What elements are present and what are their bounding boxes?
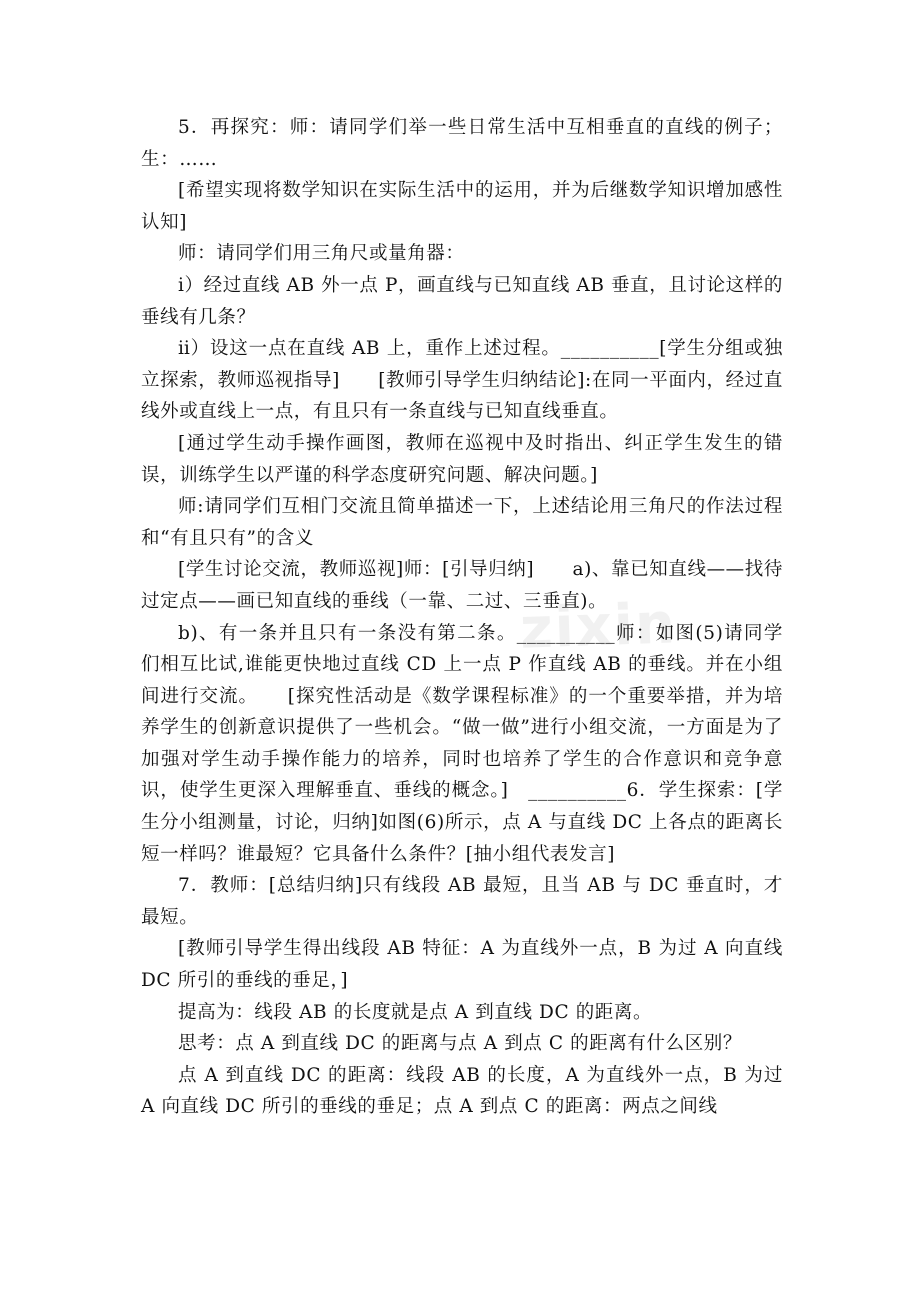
paragraph-14: 点 A 到直线 DC 的距离：线段 AB 的长度，A 为直线外一点，B 为过 A 向直线 DC 所引的垂线的垂足；点 A 到点 C 的距离：两点之间线 [141,1064,783,1118]
paragraph-13: 思考：点 A 到直线 DC 的距离与点 A 到点 C 的距离有什么区别？ [178,1033,743,1055]
watermark: zixin [518,591,679,662]
paragraph-7: 师:请同学们互相门交流且简单描述一下，上述结论用三角尺的作法过程和“有且只有”的含义 [141,496,783,549]
paragraph-3: 师：请同学们用三角尺或量角器： [178,243,465,265]
paragraph-12: 提高为：线段 AB 的长度就是点 A 到直线 DC 的距离。 [178,1001,653,1023]
paragraph-2: [希望实现将数学知识在实际生活中的运用，并为后继数学知识增加感性认知] [141,180,783,233]
paragraph-6: [通过学生动手操作画图，教师在巡视中及时指出、纠正学生发生的错误，训练学生以严谨的科学态度研究问题、解决问题。] [141,432,783,486]
paragraph-9: b)、有一条并且只有一条没有第二条。__________师：如图(5)请同学们相互比试,谁能更快地过直线 CD 上一点 P 作直线 AB 的垂线。并在小组间进行交流。 [探究性活动是《数学课程标准》的一个重要举措，并为培养学生的创新意识提供了一些机会。“做一做”进行小组交流，一方面是为了加强对学生动手操作能力的培养，同时也培养了学生的合作意识和竞争意识，使学生更深入理解垂直、垂线的概念。] __________6．学生探索：[学生分小组测量，讨论，归纳]如图(6)所示，点 A 与直线 DC 上各点的距离长短一样吗？谁最短？它具备什么条件？[抽小组代表发言] [141,622,783,865]
paragraph-11: [教师引导学生得出线段 AB 特征：A 为直线外一点，B 为过 A 向直线 DC 所引的垂线的垂足，] [141,938,783,992]
paragraph-4: ⅰ）经过直线 AB 外一点 P，画直线与已知直线 AB 垂直，且讨论这样的垂线有几条？ [141,274,783,328]
body-text [141,112,783,1123]
paragraph-1: 5．再探究：师：请同学们举一些日常生活中互相垂直的直线的例子；生：…… [141,117,783,170]
paragraph-10: 7．教师：[总结归纳]只有线段 AB 最短，且当 AB 与 DC 垂直时，才最短。 [141,875,783,928]
paragraph-8: [学生讨论交流，教师巡视]师：[引导归纳] a)、靠已知直线——找待过定点——画已知直线的垂线（一靠、二过、三垂直)。 [141,559,783,612]
paragraph-5: ⅱ）设这一点在直线 AB 上，重作上述过程。__________[学生分组或独立探索，教师巡视指导] [教师引导学生归纳结论]:在同一平面内，经过直线外或直线上一点，有且只有一条直线与已知直线垂直。 [141,338,783,423]
